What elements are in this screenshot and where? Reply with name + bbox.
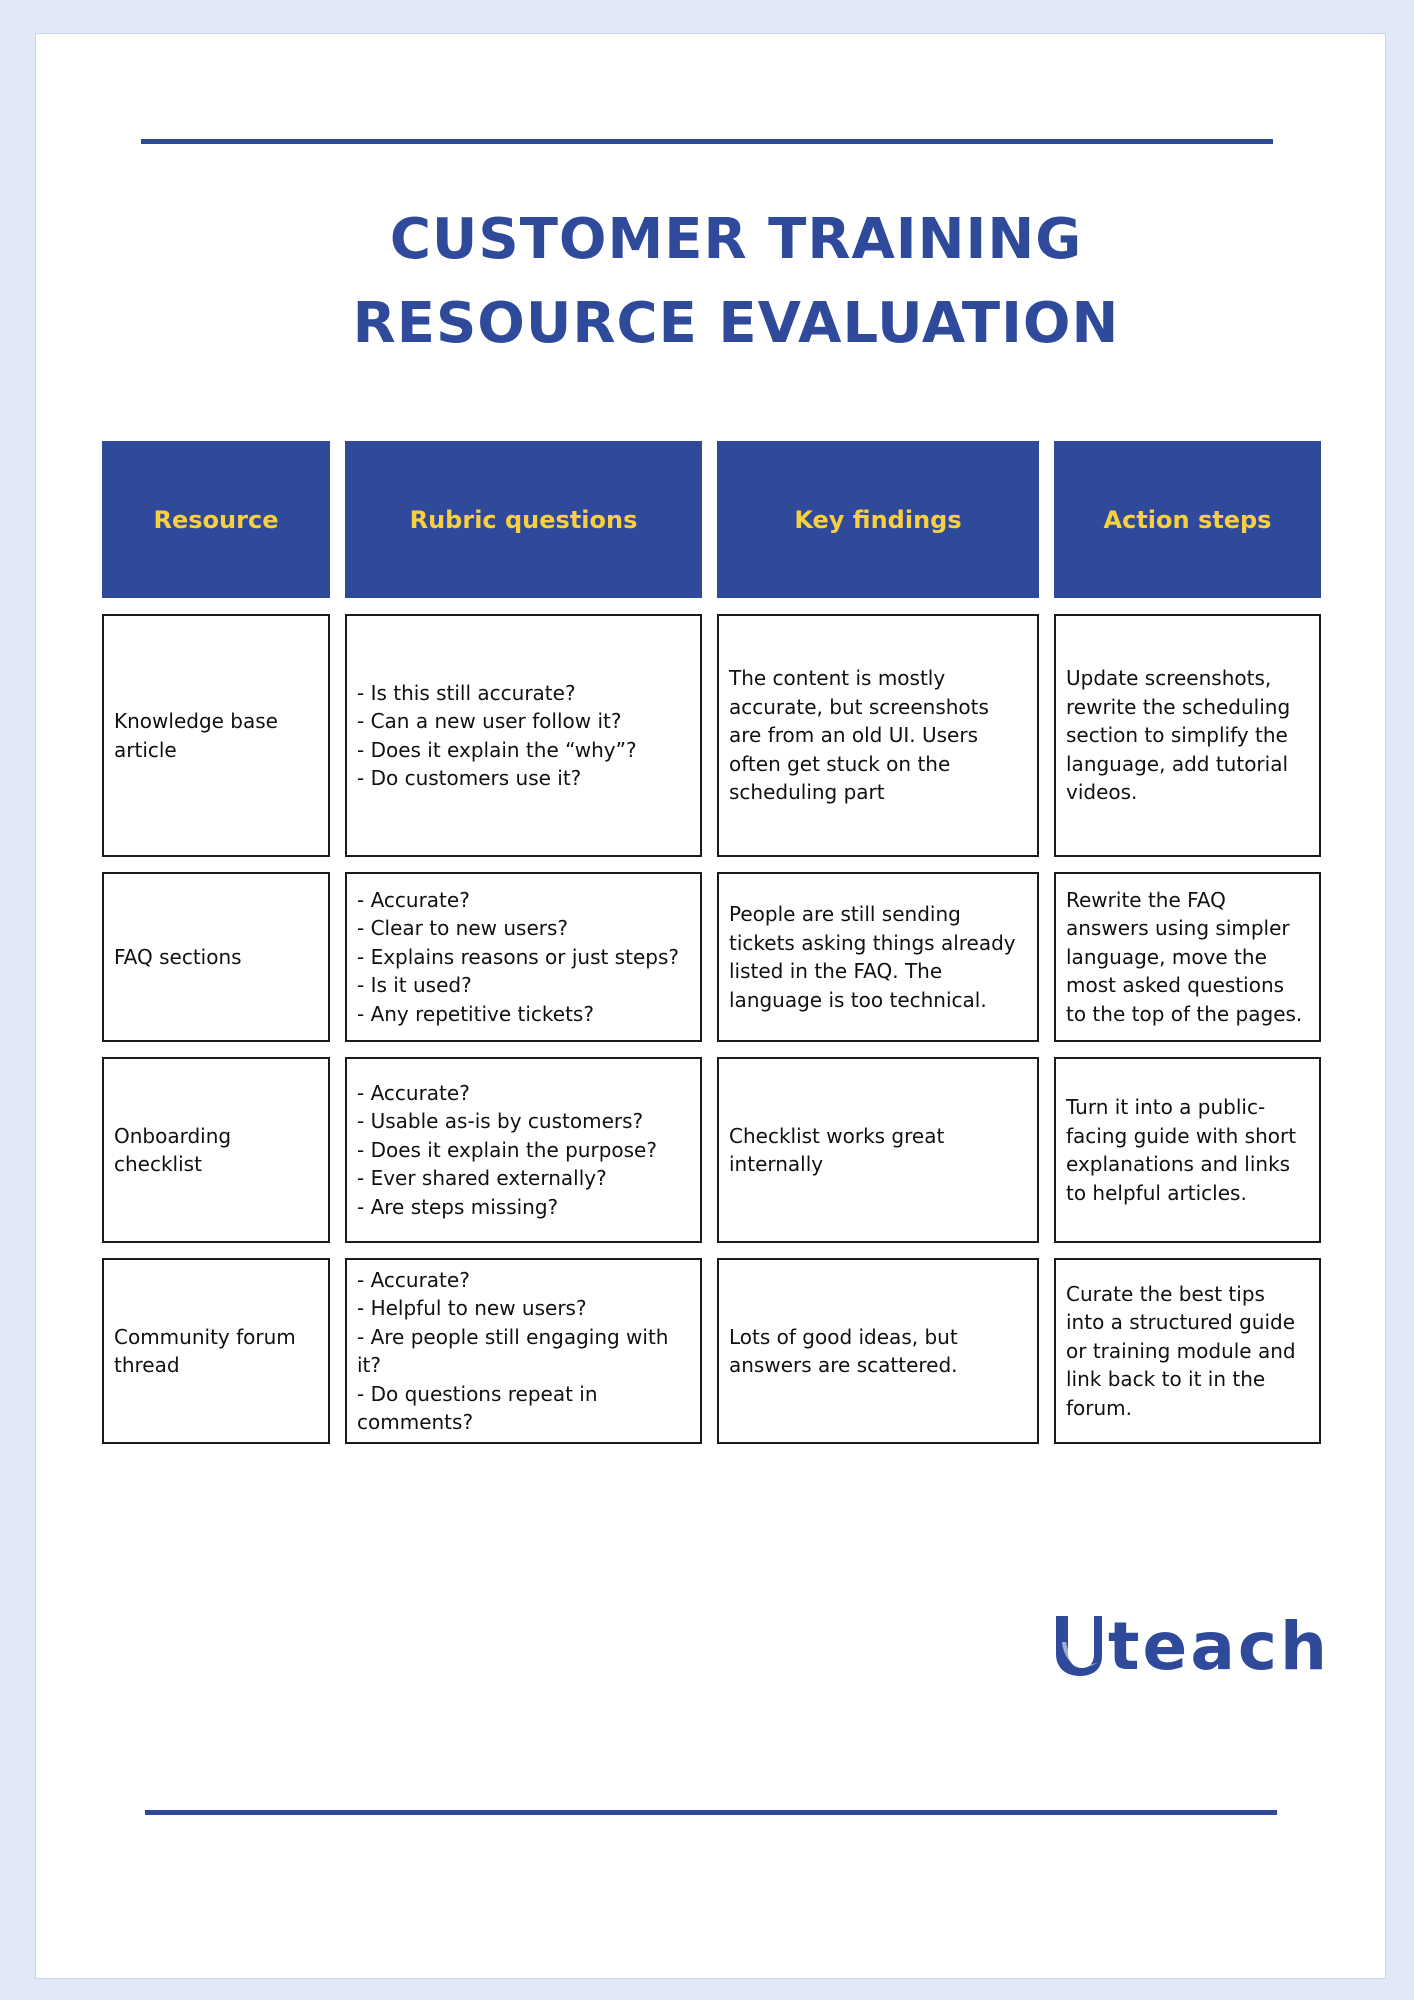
- cell-text: - Accurate? - Helpful to new users? - Are people still engaging with it? - Do questions repeat in comments?: [357, 1267, 669, 1434]
- cell-text: Checklist works great internally: [729, 1123, 945, 1176]
- table-row-3-actions: [1054, 1057, 1321, 1243]
- cell-text: The content is mostly accurate, but screenshots are from an old UI. Users often get stuck on the scheduling part: [729, 666, 989, 805]
- cell-text: Rewrite the FAQ answers using simpler language, move the most asked questions to the top of the pages.: [1066, 887, 1303, 1026]
- table-row-3-rubric: [345, 1057, 702, 1243]
- top-divider: [141, 139, 1273, 144]
- table-row-4-findings: [717, 1258, 1039, 1444]
- uteach-u-logo-icon: [1052, 1612, 1104, 1678]
- cell-text: Lots of good ideas, but answers are scattered.: [729, 1324, 958, 1377]
- table-row-4-actions: [1054, 1258, 1321, 1444]
- cell-text: Turn it into a public-facing guide with short explanations and links to helpful articles.: [1066, 1095, 1297, 1205]
- cell-text: Onboarding checklist: [114, 1123, 232, 1176]
- header-action-steps: Action steps: [1054, 441, 1321, 598]
- table-row-1-resource: [102, 614, 330, 857]
- table-row-3-findings: [717, 1057, 1039, 1243]
- header-key-findings: Key findings: [717, 441, 1039, 598]
- table-row-2-resource: [102, 872, 330, 1042]
- logo-wordmark: teach: [1108, 1608, 1330, 1685]
- table-row-4-resource: [102, 1258, 330, 1444]
- bottom-divider: [145, 1810, 1277, 1815]
- table-row-2-rubric: [345, 872, 702, 1042]
- page-title: [100, 198, 1372, 366]
- table-row-1-actions: [1054, 614, 1321, 857]
- cell-text: Knowledge base article: [114, 709, 278, 762]
- cell-text: - Accurate? - Clear to new users? - Explains reasons or just steps? - Is it used? - Any repetitive tickets?: [357, 887, 679, 1026]
- cell-text: - Is this still accurate? - Can a new user follow it? - Does it explain the “why”? - Do customers use it?: [357, 680, 637, 790]
- cell-text: FAQ sections: [114, 944, 242, 969]
- title-line-2: RESOURCE EVALUATION: [352, 291, 1120, 356]
- cell-text: Curate the best tips into a structured guide or training module and link back to it in the forum.: [1066, 1281, 1296, 1420]
- table-row-2-findings: [717, 872, 1039, 1042]
- table-row-1-rubric: [345, 614, 702, 857]
- cell-text: Community forum thread: [114, 1324, 296, 1377]
- table-row-3-resource: [102, 1057, 330, 1243]
- table-row-4-rubric: [345, 1258, 702, 1444]
- cell-text: People are still sending tickets asking things already listed in the FAQ. The language is too technical.: [729, 902, 1016, 1012]
- table-row-1-findings: [717, 614, 1039, 857]
- header-rubric-questions: Rubric questions: [345, 441, 702, 598]
- table-row-2-actions: [1054, 872, 1321, 1042]
- cell-text: Update screenshots, rewrite the scheduling section to simplify the language, add tutorial videos.: [1066, 666, 1291, 805]
- uteach-logo: [1052, 1608, 1330, 1685]
- header-resource: Resource: [102, 441, 330, 598]
- title-line-1: CUSTOMER TRAINING: [389, 207, 1083, 272]
- cell-text: - Accurate? - Usable as-is by customers? - Does it explain the purpose? - Ever shared externally? - Are steps missing?: [357, 1080, 657, 1219]
